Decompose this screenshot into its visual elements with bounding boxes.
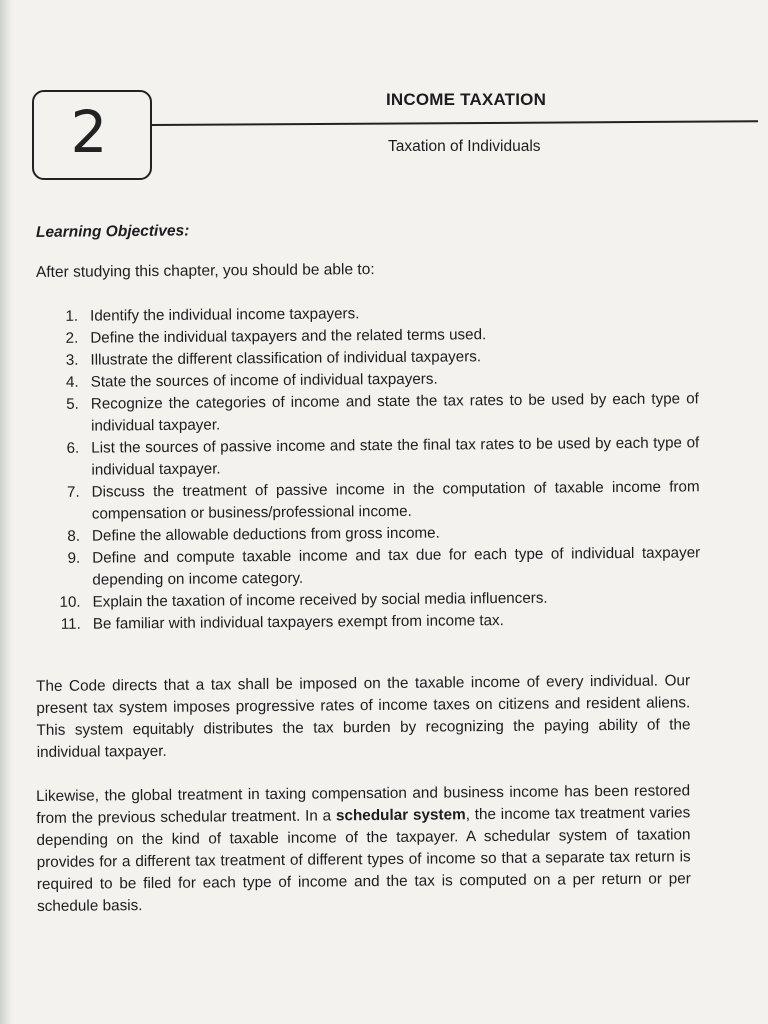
schedular-system-term: schedular system	[335, 806, 466, 825]
item-number: 11.	[60, 615, 81, 633]
item-text: Define the individual taxpayers and the related terms used.	[90, 326, 487, 347]
objectives-intro: After studying this chapter, you should be able to:	[35, 261, 375, 281]
item-number: 4.	[65, 373, 79, 391]
item-number: 1.	[65, 307, 79, 325]
item-number: 2.	[65, 329, 79, 347]
item-number: 3.	[65, 351, 79, 369]
chapter-number-box	[32, 90, 152, 180]
list-item	[49, 388, 699, 438]
item-text: Discuss the treatment of passive income in the computation of taxable income from compensation or business/professional income.	[91, 478, 700, 523]
chapter-number: 2	[70, 98, 108, 166]
item-number: 5.	[66, 395, 79, 413]
item-number: 9.	[67, 549, 81, 567]
objectives-list	[48, 300, 701, 636]
paragraph-text: Likewise, the global treatment in taxing compensation and business income has been restored from the previous schedular treatment. In a	[36, 782, 691, 827]
item-number: 7.	[66, 483, 80, 501]
item-text: Identify the individual income taxpayers.	[90, 305, 360, 325]
list-item	[49, 432, 699, 482]
item-text: Explain the taxation of income received by social media influencers.	[92, 589, 548, 611]
header-rule	[152, 120, 758, 126]
item-text: Define the allowable deductions from gross income.	[91, 524, 440, 545]
item-text: State the sources of income of individual taxpayers.	[90, 370, 438, 391]
list-item	[51, 608, 701, 636]
learning-objectives-heading: Learning Objectives:	[35, 222, 190, 241]
body-paragraph-1: The Code directs that a tax shall be imposed on the taxable income of every individual. Our present tax system imposes progressive rates of income taxes on citizens and resident aliens. This system equitably distributes the tax burden by recognizing the paying ability of the individual taxpayer.	[36, 672, 691, 761]
item-number: 10.	[59, 593, 81, 611]
chapter-title: INCOME TAXATION	[386, 90, 547, 109]
item-text: List the sources of passive income and state the final tax rates to be used by each type of individual taxpayer.	[91, 434, 700, 479]
list-item	[50, 476, 700, 526]
item-text: Define and compute taxable income and tax due for each type of individual taxpayer depending on income category.	[92, 544, 701, 589]
item-text: Recognize the categories of income and state the tax rates to be used by each type of individual taxpayer.	[90, 390, 699, 435]
item-text: Be familiar with individual taxpayers exempt from income tax.	[92, 612, 504, 633]
item-number: 6.	[66, 439, 80, 457]
page-edge-shadow	[0, 0, 12, 1024]
item-number: 8.	[67, 527, 81, 545]
list-item	[50, 542, 700, 592]
chapter-subtitle: Taxation of Individuals	[388, 138, 541, 155]
paragraph-text: , the income tax treatment varies depending on the kind of taxable income of the taxpayer. A schedular system of taxation provides for a different tax treatment of different types of income so that a separate tax return is required to be filed for each type of income and the tax is computed on a per return or per schedule basis.	[36, 804, 691, 915]
item-text: Illustrate the different classification of individual taxpayers.	[90, 348, 482, 369]
body-paragraph-2	[36, 780, 691, 918]
